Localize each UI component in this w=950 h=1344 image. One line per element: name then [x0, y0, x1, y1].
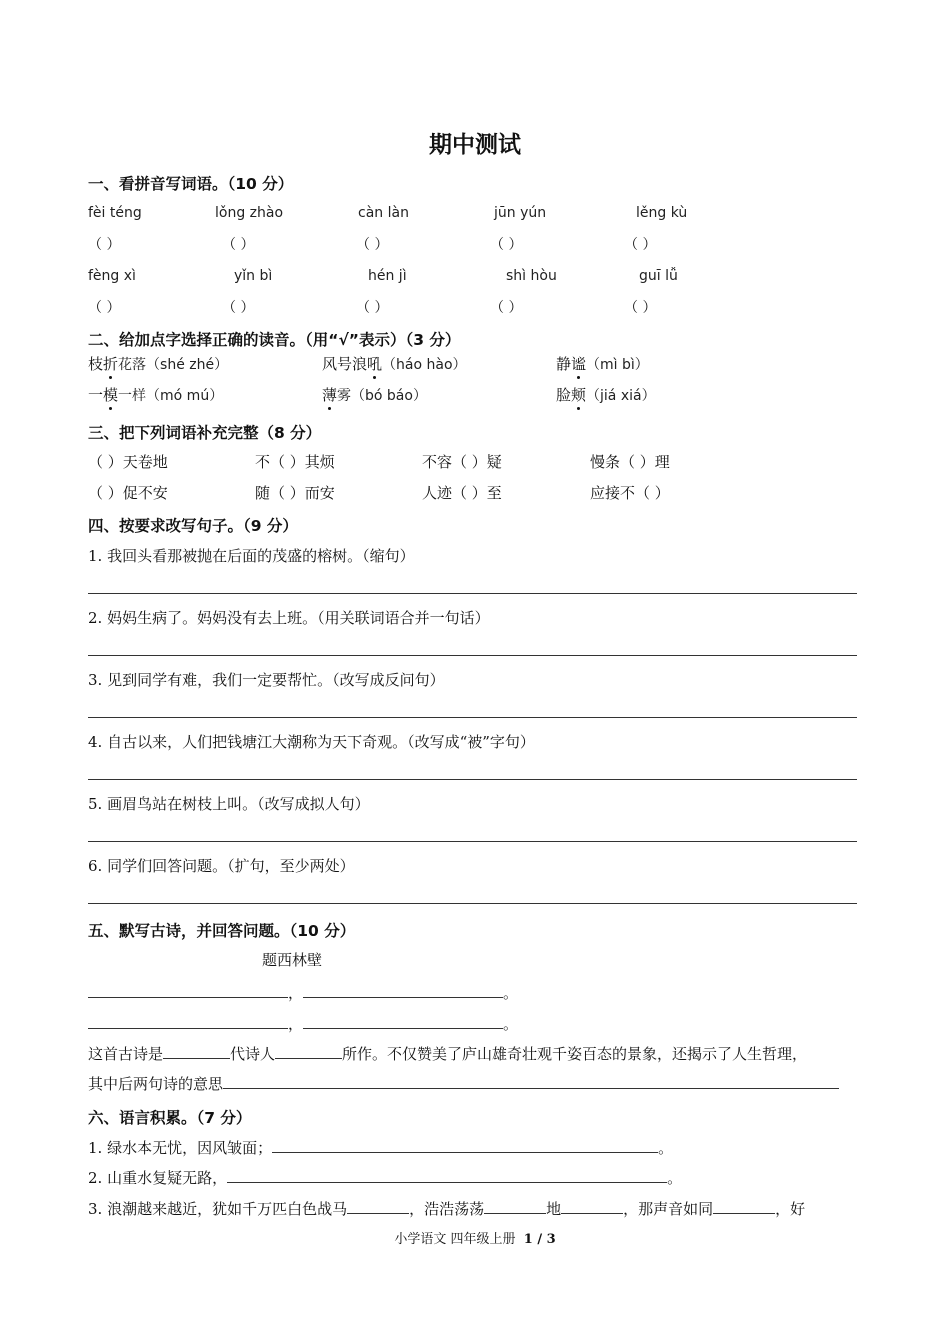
- pinyin: fèng xì: [88, 268, 136, 284]
- answer-line: [88, 779, 857, 780]
- answer-line: [88, 903, 857, 904]
- pinyin: lǒng zhào: [215, 205, 284, 221]
- idiom-blank: 不容（ ）疑: [422, 453, 502, 471]
- accumulation-item-1: 1. 绿水本无忧，因风皱面； 。: [88, 1139, 674, 1157]
- pronunciation-item: 薄雾（bó báo）: [322, 386, 427, 404]
- answer-box: （ ）: [222, 300, 255, 316]
- pinyin: càn làn: [358, 205, 409, 221]
- answer-box: （ ）: [356, 237, 389, 253]
- section-3-heading: 三、把下列词语补充完整（8 分）: [88, 424, 322, 442]
- idiom-blank: 人迹（ ）至: [422, 484, 502, 502]
- answer-box: （ ）: [490, 300, 523, 316]
- pinyin: jūn yún: [494, 205, 547, 221]
- idiom-blank: 随（ ）而安: [255, 484, 335, 502]
- pronunciation-item: 脸颊（jiá xiá）: [556, 386, 656, 404]
- rewrite-question-2: 2. 妈妈生病了。妈妈没有去上班。（用关联词语合并一句话）: [88, 609, 490, 627]
- pinyin: guī lǚ: [639, 268, 678, 284]
- section-5-heading: 五、默写古诗，并回答问题。（10 分）: [88, 922, 356, 940]
- answer-box: （ ）: [88, 237, 121, 253]
- section-4-heading: 四、按要求改写句子。（9 分）: [88, 517, 298, 535]
- page-title: 期中测试: [429, 131, 521, 158]
- rewrite-question-6: 6. 同学们回答问题。（扩句，至少两处）: [88, 857, 355, 875]
- pronunciation-item: 枝折花落（shé zhé）: [88, 355, 229, 373]
- poem-title: 题西林壁: [262, 951, 323, 969]
- answer-line: [88, 841, 857, 842]
- accumulation-item-2: 2. 山重水复疑无路， 。: [88, 1169, 683, 1187]
- poem-line-blank: ， 。: [88, 982, 518, 1003]
- pinyin: yǐn bì: [234, 268, 273, 284]
- rewrite-question-3: 3. 见到同学有难，我们一定要帮忙。（改写成反问句）: [88, 671, 445, 689]
- answer-box: （ ）: [222, 237, 255, 253]
- poem-question: 这首古诗是 代诗人 所作。不仅赞美了庐山雄奇壮观千姿百态的景象，还揭示了人生哲理，: [88, 1045, 808, 1063]
- section-2-heading: 二、给加点字选择正确的读音。（用“√”表示）（3 分）: [88, 331, 461, 349]
- poem-line-blank: ， 。: [88, 1013, 518, 1034]
- page-number: 1 / 3: [523, 1232, 556, 1247]
- answer-line: [88, 717, 857, 718]
- idiom-blank: 不（ ）其烦: [255, 453, 335, 471]
- pinyin: fèi téng: [88, 205, 142, 221]
- section-1-heading: 一、看拼音写词语。（10 分）: [88, 175, 294, 193]
- rewrite-question-4: 4. 自古以来，人们把钱塘江大潮称为天下奇观。（改写成“被”字句）: [88, 733, 535, 751]
- pronunciation-item: 风号浪吼（háo hào）: [322, 355, 467, 373]
- idiom-blank: 慢条（ ）理: [590, 453, 670, 471]
- answer-box: （ ）: [490, 237, 523, 253]
- answer-box: （ ）: [356, 300, 389, 316]
- rewrite-question-5: 5. 画眉鸟站在树枝上叫。（改写成拟人句）: [88, 795, 370, 813]
- answer-box: （ ）: [624, 300, 657, 316]
- idiom-blank: 应接不（ ）: [590, 484, 670, 502]
- poem-meaning: 其中后两句诗的意思: [88, 1073, 839, 1094]
- pronunciation-item: 一模一样（mó mú）: [88, 386, 224, 404]
- pronunciation-item: 静谧（mì bì）: [556, 355, 649, 373]
- answer-box: （ ）: [88, 300, 121, 316]
- answer-box: （ ）: [624, 237, 657, 253]
- pinyin: lěng kù: [636, 205, 688, 221]
- accumulation-item-3: 3. 浪潮越来越近，犹如千万匹白色战马 ，浩浩荡荡 地 ，那声音如同 ，好: [88, 1200, 806, 1218]
- rewrite-question-1: 1. 我回头看那被抛在后面的茂盛的榕树。（缩句）: [88, 547, 415, 565]
- answer-line: [88, 593, 857, 594]
- pinyin: shì hòu: [506, 268, 557, 284]
- section-6-heading: 六、语言积累。（7 分）: [88, 1109, 252, 1127]
- idiom-blank: （ ）天卷地: [88, 453, 168, 471]
- answer-line: [88, 655, 857, 656]
- page-footer: 小学语文 四年级上册 1 / 3: [394, 1232, 556, 1247]
- pinyin: hén jì: [368, 268, 407, 284]
- idiom-blank: （ ）促不安: [88, 484, 168, 502]
